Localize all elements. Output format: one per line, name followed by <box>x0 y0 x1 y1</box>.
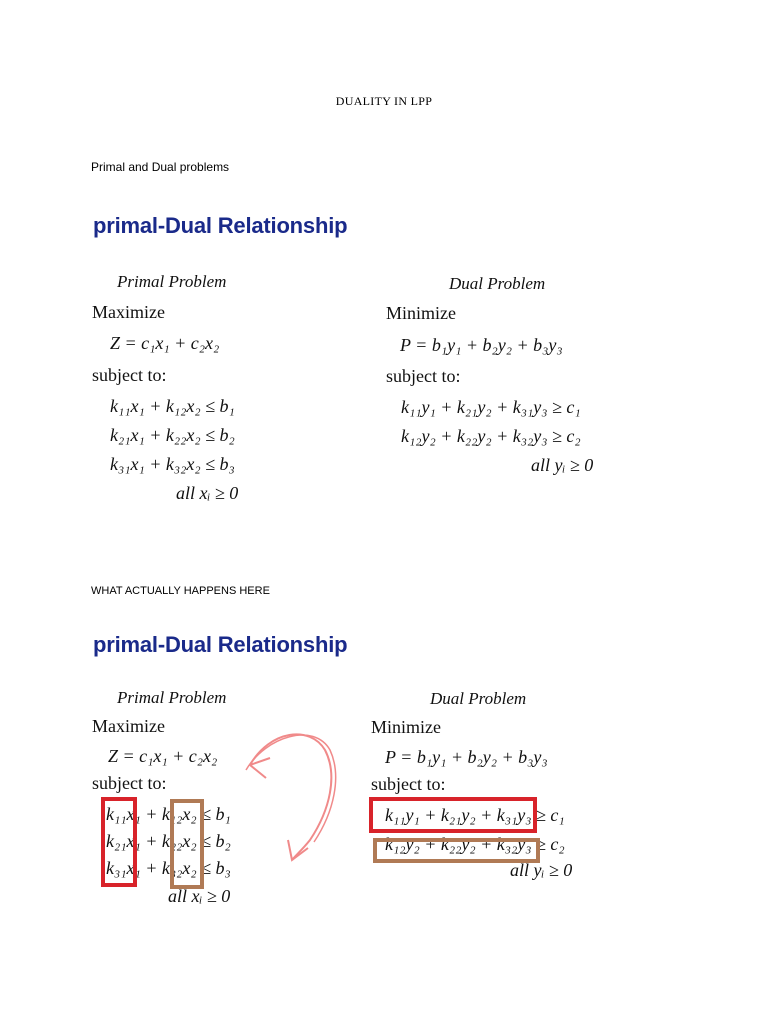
figure2-dual-nonnegativity: all yᵢ ≥ 0 <box>510 860 573 880</box>
figure2-primal-objective: Z = c₁x₁ + c₂x₂ <box>108 746 218 766</box>
figure2-primal-heading: Primal Problem <box>117 688 227 707</box>
figure2-dual-constraint-2: k₁₂y₂ + k₂₂y₂ + k₃₂y₃ ≥ c₂ <box>385 834 565 854</box>
figure2-dual-heading: Dual Problem <box>430 689 527 708</box>
figure1-primal-constraint-3: k₃₁x₁ + k₃₂x₂ ≤ b₃ <box>110 454 235 474</box>
figure1-dual-subject-to: subject to: <box>386 366 461 386</box>
figure1-primal-constraint-2: k₂₁x₁ + k₂₂x₂ ≤ b₂ <box>110 425 235 445</box>
figure1-dual-constraint-2: k₁₂y₂ + k₂₂y₂ + k₃₂y₃ ≥ c₂ <box>401 426 581 446</box>
figure2-dual-constraint-1: k₁₁y₁ + k₂₁y₂ + k₃₁y₃ ≥ c₁ <box>385 805 565 825</box>
figure2-dual-objective: P = b₁y₁ + b₂y₂ + b₃y₃ <box>385 747 548 767</box>
primal-column-1-highlight-box <box>101 797 137 887</box>
figure2-primal-subject-to: subject to: <box>92 773 167 793</box>
dual-constraint-1-highlight-box <box>369 797 537 833</box>
section-heading-primal-dual: Primal and Dual problems <box>91 160 230 174</box>
figure1-primal-objective: Z = c₁x₁ + c₂x₂ <box>110 333 220 353</box>
figure2-primal-constraint-2: k₂₁x₁ + k₂₂x₂ ≤ b₂ <box>106 831 231 851</box>
figure1-primal-constraint-1: k₁₁x₁ + k₁₂x₂ ≤ b₁ <box>110 396 235 416</box>
figure1-title: primal-Dual Relationship <box>93 213 348 238</box>
figure1-dual-nonnegativity: all yᵢ ≥ 0 <box>531 455 594 475</box>
section-heading-what-happens: WHAT ACTUALLY HAPPENS HERE <box>91 585 270 597</box>
figure1-dual-constraint-1: k₁₁y₁ + k₂₁y₂ + k₃₁y₃ ≥ c₁ <box>401 397 581 417</box>
figure1-primal-heading: Primal Problem <box>117 272 227 291</box>
figure2-primal-constraint-1: k₁₁x₁ + k₁₂x₂ ≤ b₁ <box>106 804 231 824</box>
figure2-primal-constraint-3: k₃₁x₁ + k₃₂x₂ ≤ b₃ <box>106 858 231 878</box>
figure1-primal-nonnegativity: all xᵢ ≥ 0 <box>176 483 239 503</box>
figure2-maximize-label: Maximize <box>92 716 165 736</box>
figure1-dual-objective: P = b₁y₁ + b₂y₂ + b₃y₃ <box>400 335 563 355</box>
figure1-dual-heading: Dual Problem <box>449 274 546 293</box>
figure2-dual-subject-to: subject to: <box>371 774 446 794</box>
document-title: DUALITY IN LPP <box>335 94 433 108</box>
dual-constraint-2-highlight-box <box>373 838 540 863</box>
figure2-minimize-label: Minimize <box>371 717 441 737</box>
figure1-maximize-label: Maximize <box>92 302 165 322</box>
figure1-minimize-label: Minimize <box>386 303 456 323</box>
figure2-title: primal-Dual Relationship <box>93 632 348 657</box>
figure2-primal-nonnegativity: all xᵢ ≥ 0 <box>168 886 231 906</box>
figure1-primal-subject-to: subject to: <box>92 365 167 385</box>
hand-drawn-arrow-icon <box>230 720 350 870</box>
primal-column-2-highlight-box <box>170 799 204 889</box>
